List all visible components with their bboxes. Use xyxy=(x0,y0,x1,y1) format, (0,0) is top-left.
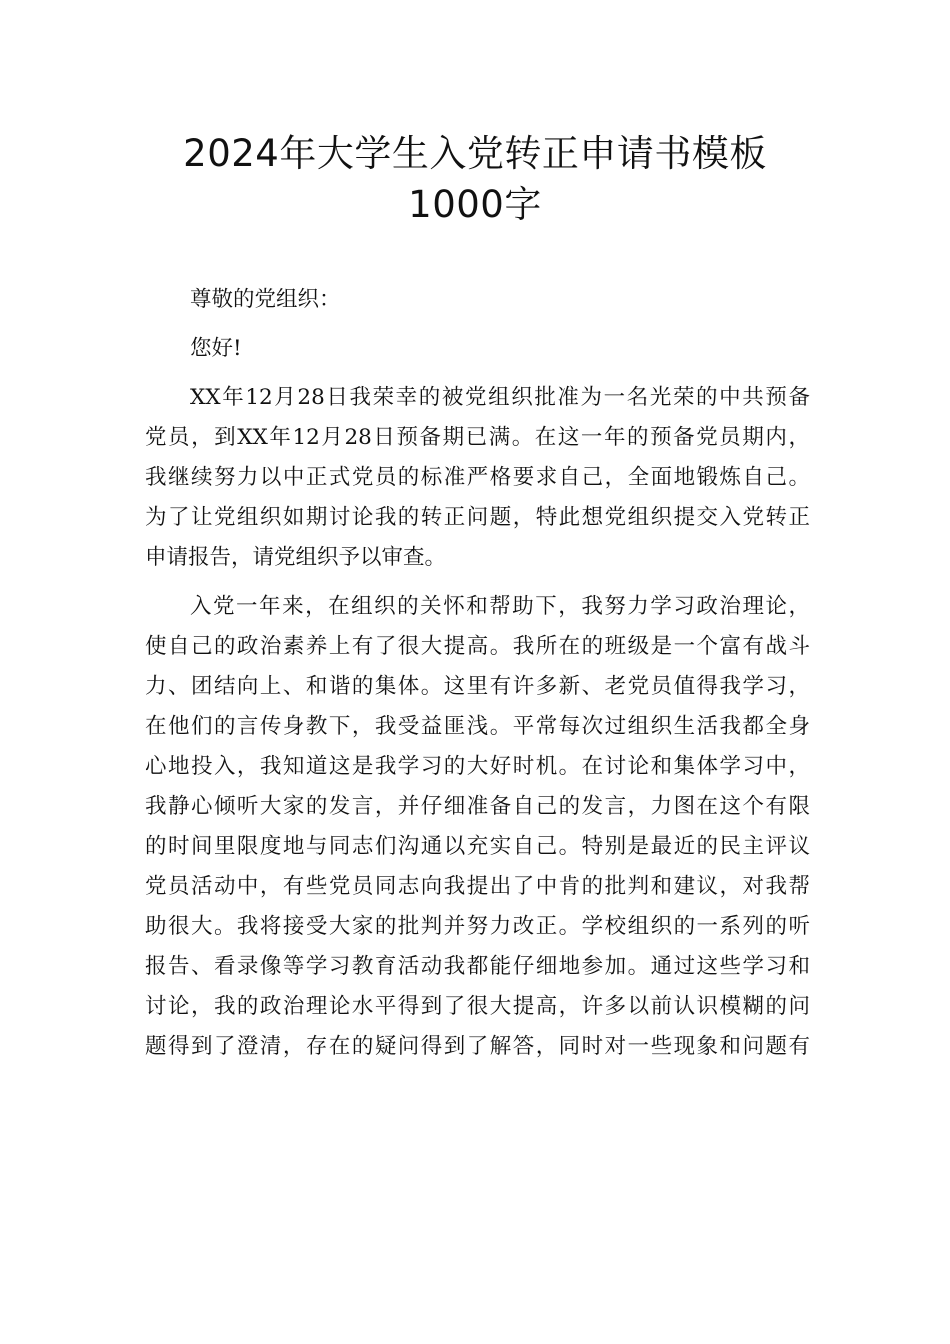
paragraph-line: 力、团结向上、和谐的集体。这里有许多新、老党员值得我学习， xyxy=(145,674,810,699)
paragraph-line: 讨论，我的政治理论水平得到了很大提高，许多以前认识模糊的问 xyxy=(145,994,810,1019)
paragraph-line: 心地投入，我知道这是我学习的大好时机。在讨论和集体学习中， xyxy=(145,754,810,779)
document-body xyxy=(145,280,810,1067)
paragraph-line: 的时间里限度地与同志们沟通以充实自己。特别是最近的民主评议 xyxy=(145,834,810,859)
paragraph-line: 助很大。我将接受大家的批判并努力改正。学校组织的一系列的听 xyxy=(145,914,810,939)
document-title-line2: 1000字 xyxy=(408,183,542,226)
paragraph-line: 申请报告，请党组织予以审查。 xyxy=(145,545,447,570)
paragraph-line: 入党一年来，在组织的关怀和帮助下，我努力学习政治理论， xyxy=(190,594,810,619)
paragraph-line: 题得到了澄清，存在的疑问得到了解答，同时对一些现象和问题有 xyxy=(145,1034,810,1059)
paragraph-line: 我继续努力以中正式党员的标准严格要求自己，全面地锻炼自己。 xyxy=(145,465,810,490)
greeting: 您好! xyxy=(190,336,242,361)
paragraph-line: 党员活动中，有些党员同志向我提出了中肯的批判和建议，对我帮 xyxy=(145,874,810,899)
paragraph-2 xyxy=(145,587,810,1067)
paragraph-line: 使自己的政治素养上有了很大提高。我所在的班级是一个富有战斗 xyxy=(145,634,810,659)
paragraph-line: 在他们的言传身教下，我受益匪浅。平常每次过组织生活我都全身 xyxy=(145,714,810,739)
paragraph-line: XX年12月28日我荣幸的被党组织批准为一名光荣的中共预备 xyxy=(190,385,810,410)
salutation: 尊敬的党组织： xyxy=(190,287,341,312)
paragraph-line: 我静心倾听大家的发言，并仔细准备自己的发言，力图在这个有限 xyxy=(145,794,810,819)
document-title-line1: 2024年大学生入党转正申请书模板 xyxy=(183,132,767,175)
paragraph-line: 为了让党组织如期讨论我的转正问题，特此想党组织提交入党转正 xyxy=(145,505,810,530)
paragraph-line: 党员，到XX年12月28日预备期已满。在这一年的预备党员期内， xyxy=(145,425,810,450)
paragraph-line: 报告、看录像等学习教育活动我都能仔细地参加。通过这些学习和 xyxy=(145,954,810,979)
paragraph-1 xyxy=(145,378,810,578)
